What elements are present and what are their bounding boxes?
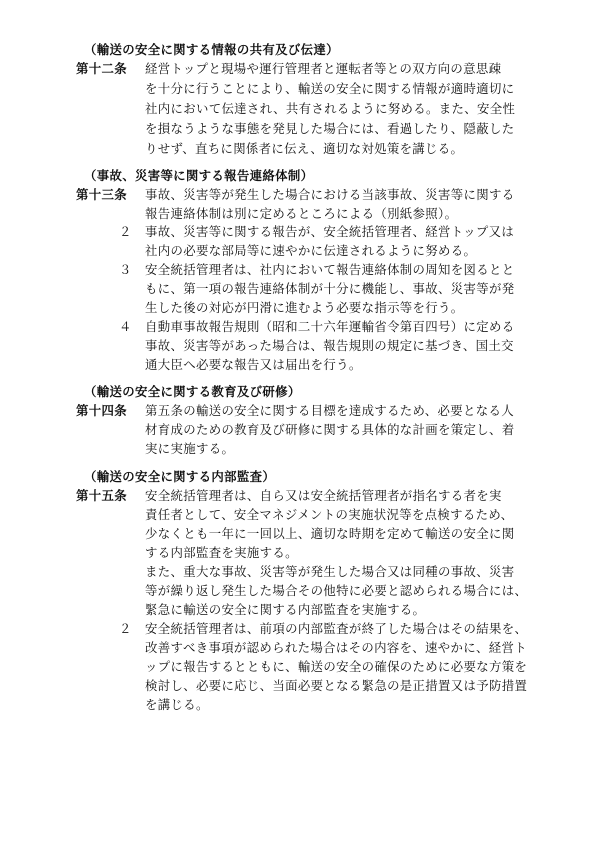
text-line: 材育成のための教育及び研修に関する具体的な計画を策定し、着 bbox=[145, 422, 515, 437]
paragraph-number: ２ bbox=[119, 621, 132, 636]
article-number: 第十四条 bbox=[76, 403, 127, 418]
text-line: 社内の必要な部局等に速やかに伝達されるように努める。 bbox=[145, 243, 477, 258]
text-line: 事故、災害等に関する報告が、安全統括管理者、経営トップ又は bbox=[145, 224, 515, 239]
text-line: 事故、災害等が発生した場合における当該事故、災害等に関する bbox=[145, 187, 515, 202]
article-number: 第十五条 bbox=[76, 488, 127, 503]
text-line: 安全統括管理者は、前項の内部監査が終了した場合はその結果を、 bbox=[145, 621, 528, 636]
text-line: ップに報告するとともに、輸送の安全の確保のために必要な方策を bbox=[145, 659, 528, 674]
text-line: 生した後の対応が円滑に進むよう必要な指示等を行う。 bbox=[145, 300, 464, 315]
text-line: を損なうような事態を発見した場合には、看過したり、隠蔽した bbox=[145, 121, 515, 136]
paragraph-number: ４ bbox=[119, 319, 132, 334]
text-line: 少なくとも一年に一回以上、適切な時期を定めて輸送の安全に関 bbox=[145, 526, 515, 541]
text-line: 責任者として、安全マネジメントの実施状況等を点検するため、 bbox=[145, 507, 514, 522]
text-line: 緊急に輸送の安全に関する内部監査を実施する。 bbox=[145, 602, 426, 617]
text-line: 検討し、必要に応じ、当面必要となる緊急の是正措置又は予防措置 bbox=[145, 678, 528, 693]
text-line: 事故、災害等があった場合は、報告規則の規定に基づき、国土交 bbox=[145, 338, 514, 353]
section-heading: （事故、災害等に関する報告連絡体制） bbox=[84, 168, 314, 183]
paragraph-number: ２ bbox=[119, 224, 132, 239]
paragraph-number: ３ bbox=[119, 262, 132, 277]
text-line: 安全統括管理者は、自ら又は安全統括管理者が指名する者を実 bbox=[145, 488, 502, 503]
text-line: 改善すべき事項が認められた場合はその内容を、速やかに、経営ト bbox=[145, 640, 527, 655]
text-line: また、重大な事故、災害等が発生した場合又は同種の事故、災害 bbox=[145, 564, 515, 579]
article-number: 第十二条 bbox=[76, 61, 127, 76]
text-line: りせず、直ちに関係者に伝え、適切な対処策を講じる。 bbox=[145, 141, 464, 156]
text-line: 安全統括管理者は、社内において報告連絡体制の周知を図るとと bbox=[145, 262, 515, 277]
text-line: 通大臣へ必要な報告又は届出を行う。 bbox=[145, 357, 362, 372]
text-line: 自動車事故報告規則（昭和二十六年運輸省令第百四号）に定める bbox=[145, 319, 515, 334]
text-line: もに、第一項の報告連絡体制が十分に機能し、事故、災害等が発 bbox=[145, 281, 515, 296]
text-line: を十分に行うことにより、輸送の安全に関する情報が適時適切に bbox=[145, 81, 515, 96]
text-line: 第五条の輸送の安全に関する目標を達成するため、必要となる人 bbox=[145, 403, 514, 418]
text-line: 報告連絡体制は別に定めるところによる（別紙参照）。 bbox=[145, 206, 458, 221]
section-heading: （輸送の安全に関する情報の共有及び伝達） bbox=[84, 42, 339, 57]
text-line: 実に実施する。 bbox=[145, 441, 235, 456]
section-heading: （輸送の安全に関する内部監査） bbox=[84, 469, 276, 484]
text-line: 社内において伝達され、共有されるように努める。また、安全性 bbox=[145, 101, 516, 116]
text-line: する内部監査を実施する。 bbox=[145, 545, 298, 560]
article-number: 第十三条 bbox=[76, 187, 127, 202]
section-heading: （輸送の安全に関する教育及び研修） bbox=[84, 384, 301, 399]
text-line: 等が繰り返し発生した場合その他特に必要と認められる場合には、 bbox=[145, 583, 528, 598]
text-line: を講じる。 bbox=[145, 697, 209, 712]
text-line: 経営トップと現場や運行管理者と運転者等との双方向の意思疎 bbox=[145, 61, 502, 76]
